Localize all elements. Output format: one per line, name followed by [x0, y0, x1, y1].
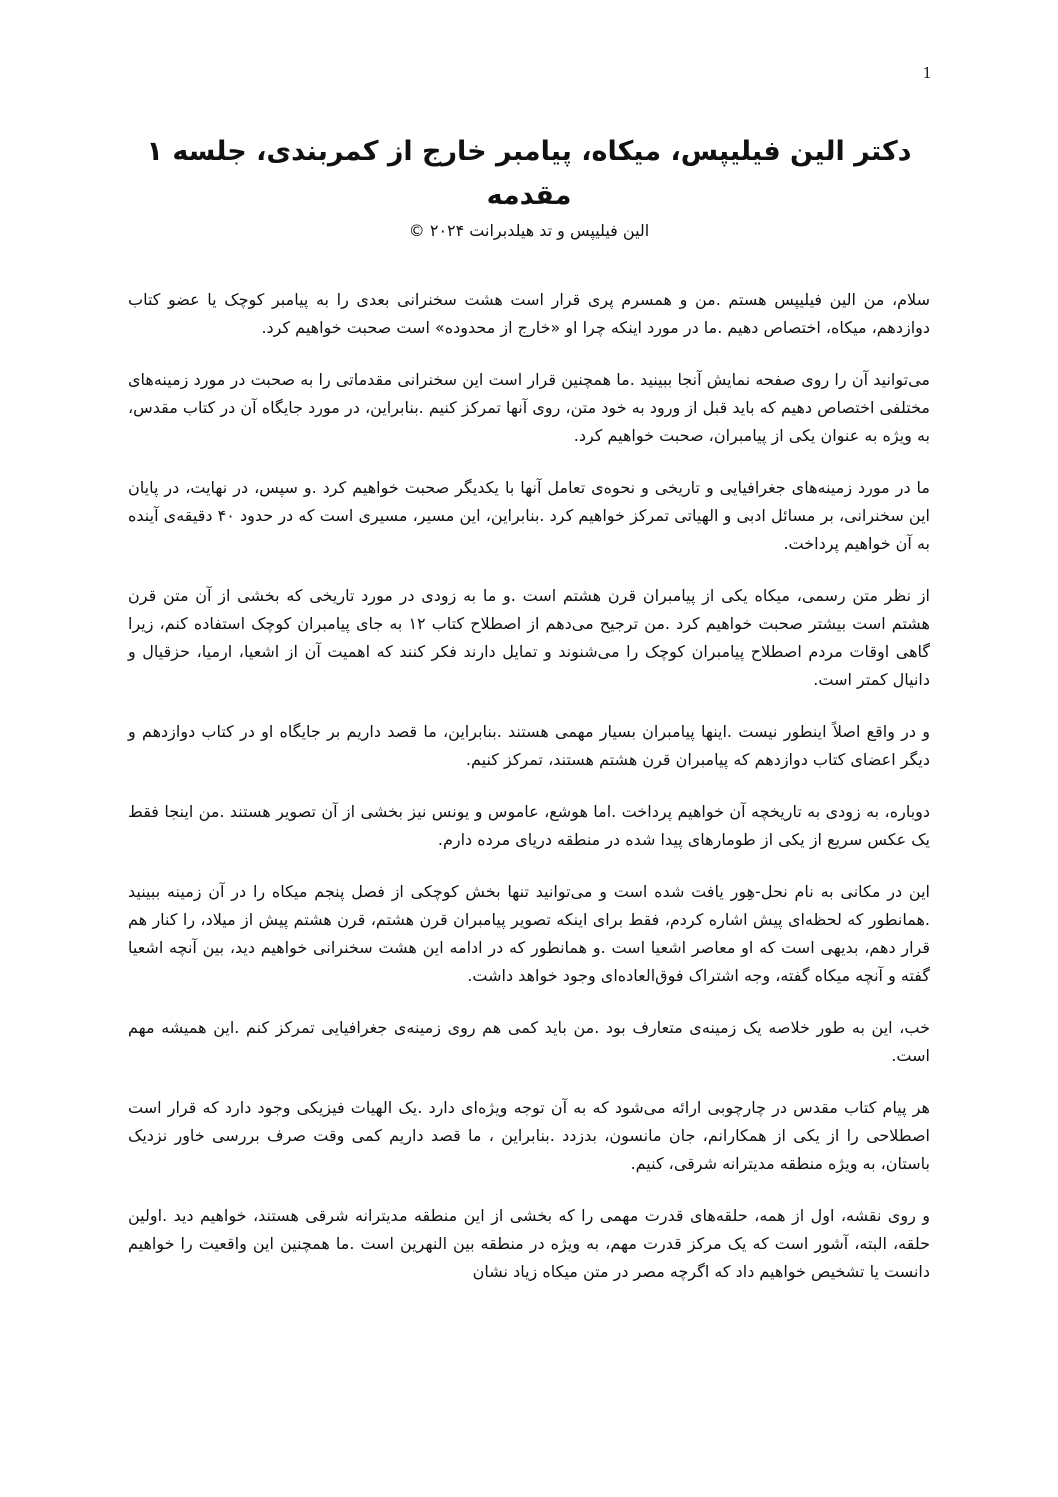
paragraph-2: می‌توانید آن را روی صفحه نمایش آنجا ببینید .ما همچنین قرار است این سخنرانی مقدماتی را به صحبت در مورد زمینه‌های مختلفی اختصاص دهیم که باید قبل از ورود به خود متن، روی آنها تمرکز کنیم .بنابراین، در مورد جایگاه آن در کتاب مقدس، به ویژه به عنوان یکی از پیامبران، صحبت خواهیم کرد.: [128, 370, 930, 445]
paragraph-1: سلام، من الین فیلیپس هستم .من و همسرم پری قرار است هشت سخنرانی بعدی را به پیامبر کوچک یا عضو کتاب دوازدهم، میکاه، اختصاص دهیم .ما در مورد اینکه چرا او «خارج از محدوده» است صحبت خواهیم کرد.: [128, 290, 930, 337]
paragraph-9: هر پیام کتاب مقدس در چارچوبی ارائه می‌شود که به آن توجه ویژه‌ای دارد .یک الهیات فیزیکی وجود دارد که قرار است اصطلاحی را از یکی از همکارانم، جان مانسون، بدزدد .بنابراین ، ما قصد داریم کمی وقت صرف بررسی خاور نزدیک باستان، به ویژه منطقه مدیترانه شرقی، کنیم.: [128, 1098, 930, 1173]
page-number: 1: [922, 64, 932, 82]
document-body: [128, 130, 930, 1310]
paragraph-7: این در مکانی به نام نحل-هِور یافت شده است و می‌توانید تنها بخش کوچکی از فصل پنجم میکاه را در آن زمینه ببینید .همانطور که لحظه‌ای پیش اشاره کردم، فقط برای اینکه تصویر پیامبران قرن هشتم، قرن هشتم پیش از میلاد، را کنار هم قرار دهم، بدیهی است که او معاصر اشعیا است .و همانطور که در ادامه این هشت سخنرانی خواهیم دید، بین آنچه اشعیا گفته و آنچه میکاه گفته، وجه اشتراک فوق‌العاده‌ای وجود خواهد داشت.: [128, 882, 930, 985]
paragraph-4: از نظر متن رسمی، میکاه یکی از پیامبران قرن هشتم است .و ما به زودی در مورد تاریخی که بخشی از آن متن قرن هشتم است بیشتر صحبت خواهیم کرد .من ترجیح می‌دهم از اصطلاح کتاب ۱۲ به جای پیامبران کوچک استفاده کنم، زیرا گاهی اوقات مردم اصطلاح پیامبران کوچک را می‌شنوند و تمایل دارند فکر کنند که اهمیت آن از اشعیا، ارمیا، حزقیال و دانیال کمتر است.: [128, 586, 930, 689]
document-title: دکتر الین فیلیپس، میکاه، پیامبر خارج از کمربندی، جلسه ۱ مقدمه: [146, 136, 912, 211]
paragraph-10: و روی نقشه، اول از همه، حلقه‌های قدرت مهمی را که بخشی از این منطقه مدیترانه شرقی هستند، خواهیم دید .اولین حلقه، البته، آشور است که یک مرکز قدرت مهم، به ویژه در منطقه بین النهرین است .ما همچنین این واقعیت را خواهیم دانست یا تشخیص خواهیم داد که اگرچه مصر در متن میکاه زیاد نشان: [128, 1206, 930, 1281]
document-text: [128, 286, 930, 1286]
paragraph-5: و در واقع اصلاً اینطور نیست .اینها پیامبران بسیار مهمی هستند .بنابراین، ما قصد داریم بر جایگاه او در کتاب دوازدهم و دیگر اعضای کتاب دوازدهم که پیامبران قرن هشتم هستند، تمرکز کنیم.: [128, 722, 930, 769]
paragraph-6: دوباره، به زودی به تاریخچه آن خواهیم پرداخت .اما هوشع، عاموس و یونس نیز بخشی از آن تصویر هستند .من اینجا فقط یک عکس سریع از یکی از طومارهای پیدا شده در منطقه دریای مرده دارم.: [128, 802, 930, 849]
paragraph-8: خب، این به طور خلاصه یک زمینه‌ی متعارف بود .من باید کمی هم روی زمینه‌ی جغرافیایی تمرکز کنم .این همیشه مهم است.: [128, 1018, 930, 1065]
document-subtitle: الین فیلیپس و تد هیلدبرانت ۲۰۲۴ ©: [408, 221, 650, 240]
paragraph-3: ما در مورد زمینه‌های جغرافیایی و تاریخی و نحوه‌ی تعامل آنها با یکدیگر صحبت خواهیم کرد .و سپس، در نهایت، در پایان این سخنرانی، بر مسائل ادبی و الهیاتی تمرکز خواهیم کرد .بنابراین، این مسیر، مسیری است که در حدود ۴۰ دقیقه‌ی آینده به آن خواهیم پرداخت.: [128, 478, 930, 553]
